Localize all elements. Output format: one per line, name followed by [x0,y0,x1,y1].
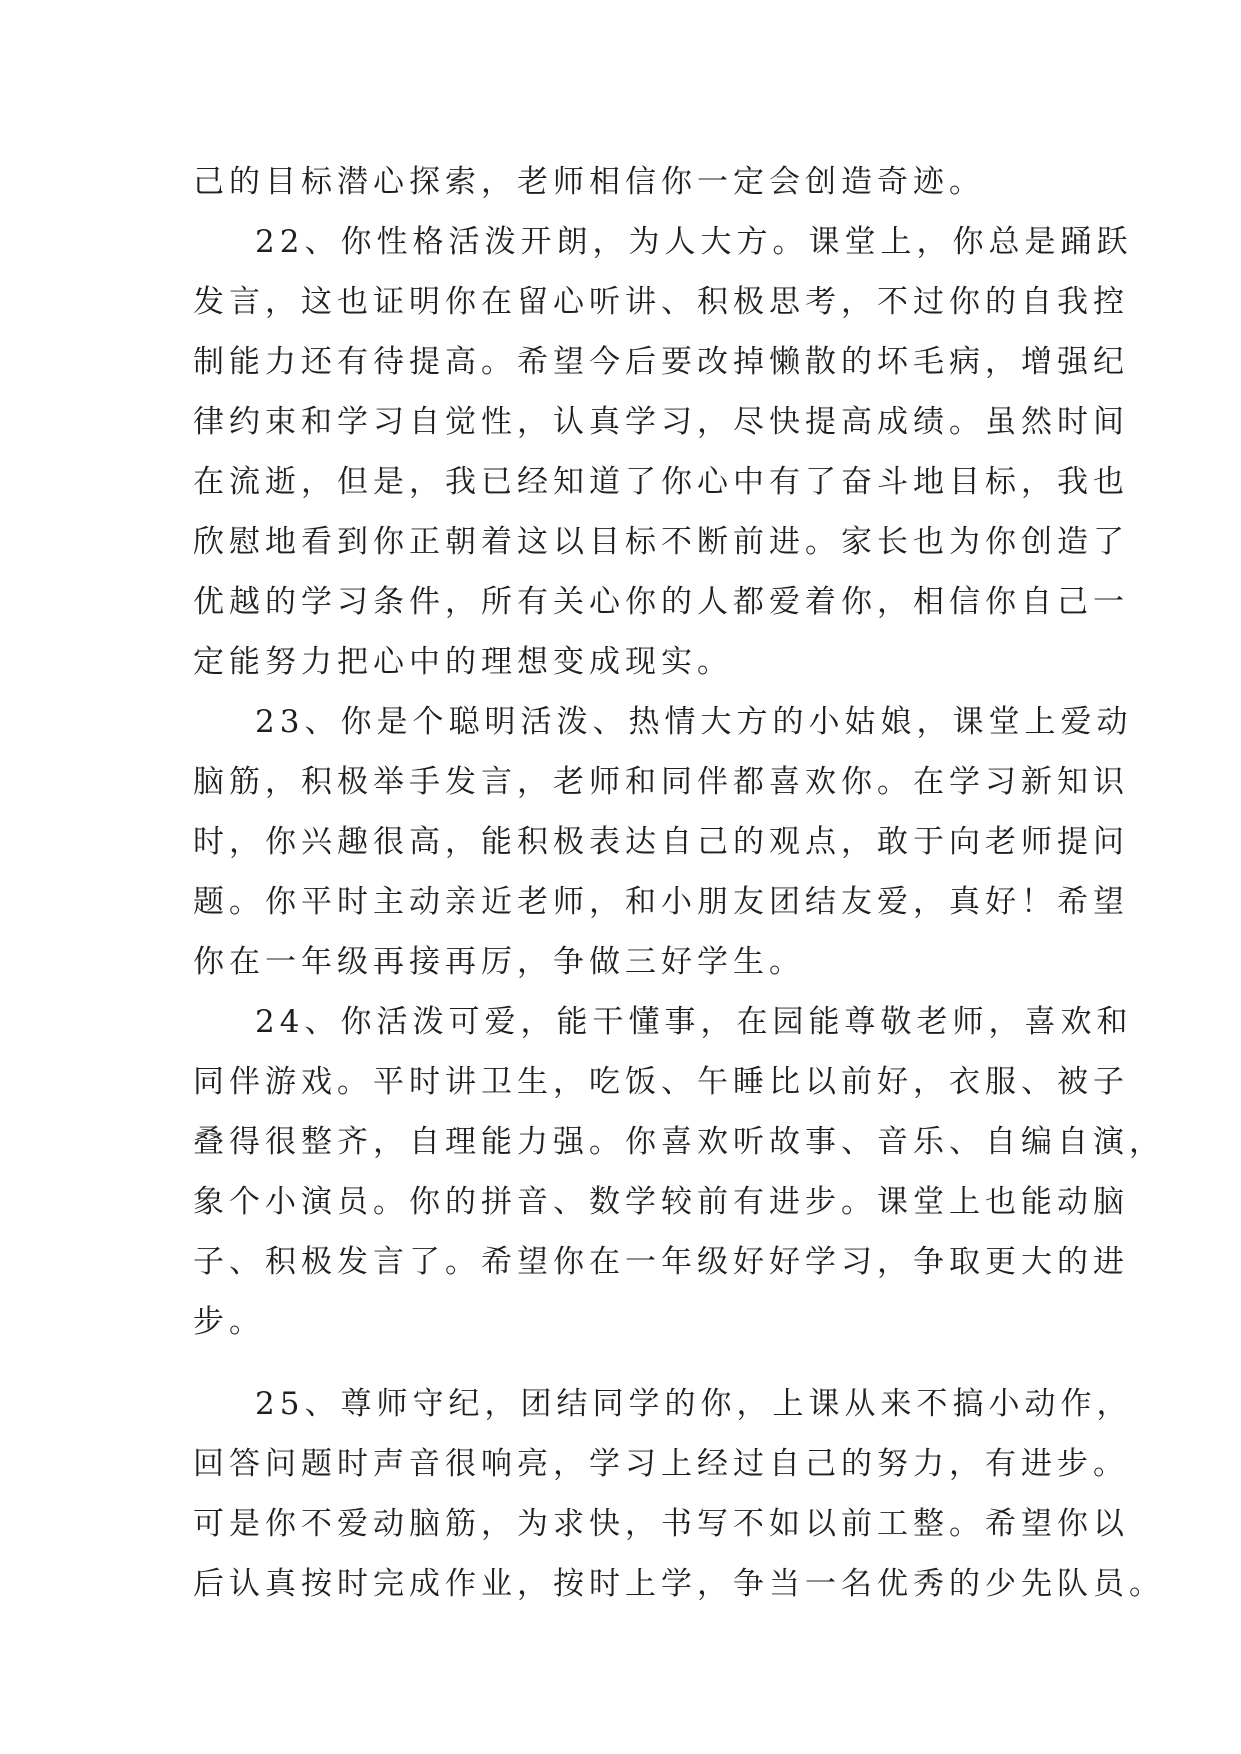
text-line: 象个小演员。你的拼音、数学较前有进步。课堂上也能动脑 [193,1184,1129,1220]
paragraph-22-start: 22、你性格活泼开朗，为人大方。课堂上，你总是踊跃 [255,224,1133,260]
text-line: 同伴游戏。平时讲卫生，吃饭、午睡比以前好，衣服、被子 [193,1064,1129,1100]
document-body [193,152,1165,1614]
text-line: 发言，这也证明你在留心听讲、积极思考，不过你的自我控 [193,284,1129,320]
text-line: 定能努力把心中的理想变成现实。 [193,644,733,680]
text-line: 己的目标潜心探索，老师相信你一定会创造奇迹。 [193,164,985,200]
text-line: 叠得很整齐，自理能力强。你喜欢听故事、音乐、自编自演， [193,1124,1165,1160]
text-line: 题。你平时主动亲近老师，和小朋友团结友爱，真好！希望 [193,884,1129,920]
text-line: 脑筋，积极举手发言，老师和同伴都喜欢你。在学习新知识 [193,764,1129,800]
text-line: 步。 [193,1304,265,1340]
text-line: 子、积极发言了。希望你在一年级好好学习，争取更大的进 [193,1244,1129,1280]
paragraph-24-start: 24、你活泼可爱，能干懂事，在园能尊敬老师，喜欢和 [255,1004,1133,1040]
text-line: 时，你兴趣很高，能积极表达自己的观点，敢于向老师提问 [193,824,1129,860]
text-line: 可是你不爱动脑筋，为求快，书写不如以前工整。希望你以 [193,1506,1129,1542]
paragraph-23-start: 23、你是个聪明活泼、热情大方的小姑娘，课堂上爱动 [255,704,1133,740]
text-line: 你在一年级再接再厉，争做三好学生。 [193,944,805,980]
paragraph-25-start: 25、尊师守纪，团结同学的你，上课从来不搞小动作， [255,1386,1133,1422]
text-line: 优越的学习条件，所有关心你的人都爱着你，相信你自己一 [193,584,1129,620]
text-line: 制能力还有待提高。希望今后要改掉懒散的坏毛病，增强纪 [193,344,1129,380]
text-line: 回答问题时声音很响亮，学习上经过自己的努力，有进步。 [193,1446,1129,1482]
text-line: 在流逝，但是，我已经知道了你心中有了奋斗地目标，我也 [193,464,1129,500]
text-line: 律约束和学习自觉性，认真学习，尽快提高成绩。虽然时间 [193,404,1129,440]
text-line: 欣慰地看到你正朝着这以目标不断前进。家长也为你创造了 [193,524,1129,560]
text-line: 后认真按时完成作业，按时上学，争当一名优秀的少先队员。 [193,1566,1165,1602]
